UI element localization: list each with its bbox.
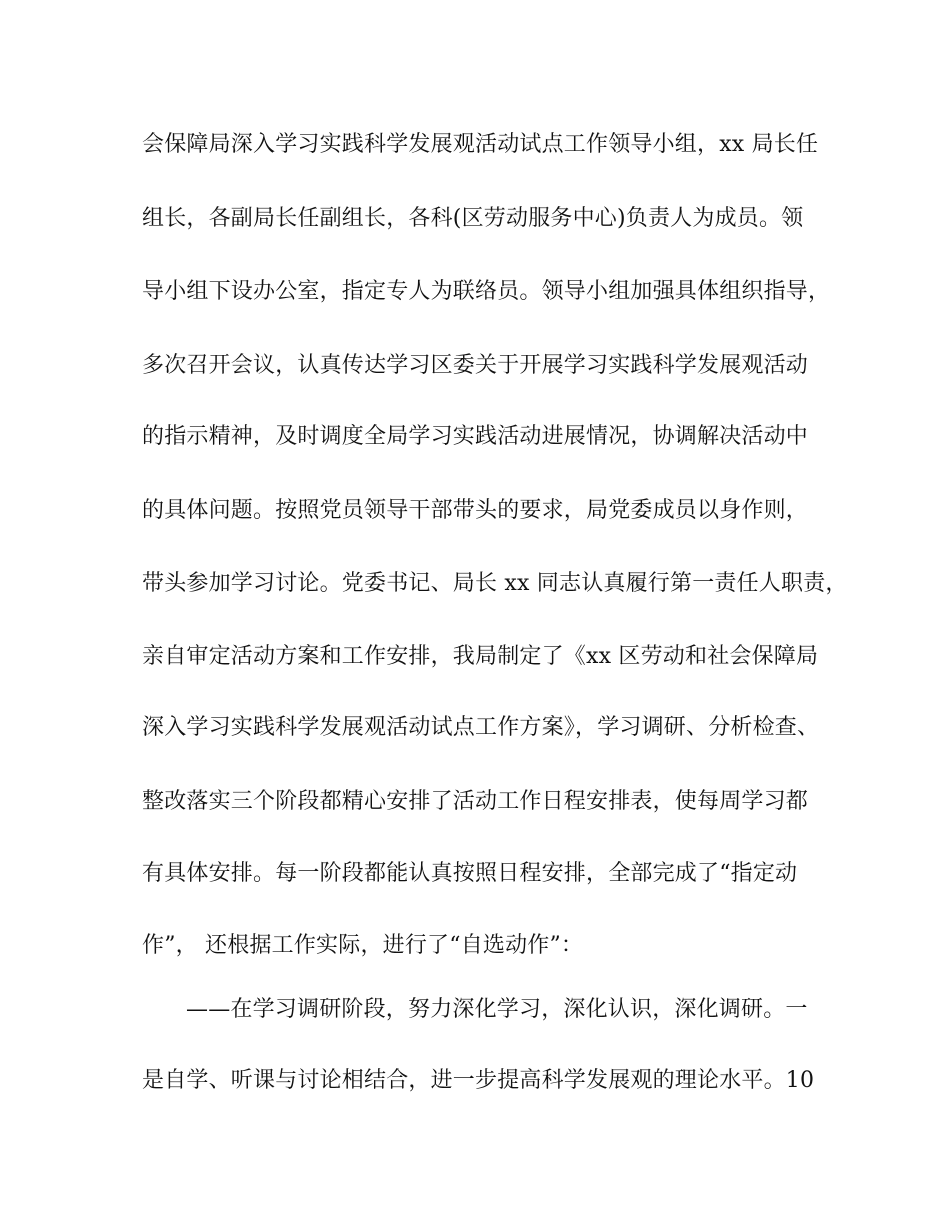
paragraph-line: 带头参加学习讨论。党委书记、局长 xx 同志认真履行第一责任人职责， <box>142 571 848 596</box>
paragraph-line: 的指示精神，及时调度全局学习实践活动进展情况，协调解决活动中 <box>142 424 809 449</box>
paragraph-line: 导小组下设办公室，指定专人为联络员。领导小组加强具体组织指导， <box>142 279 831 304</box>
paragraph-line: 的具体问题。按照党员领导干部带头的要求，局党委成员以身作则， <box>142 498 809 523</box>
paragraph-line: 亲自审定活动方案和工作安排，我局制定了《xx 区劳动和社会保障局 <box>142 644 819 669</box>
paragraph-line: 会保障局深入学习实践科学发展观活动试点工作领导小组，xx 局长任 <box>142 132 819 157</box>
paragraph-line: 整改落实三个阶段都精心安排了活动工作日程安排表，使每周学习都 <box>142 789 809 814</box>
paragraph-line: 多次召开会议，认真传达学习区委关于开展学习实践科学发展观活动 <box>142 353 809 378</box>
paragraph-line: 有具体安排。每一阶段都能认真按照日程安排，全部完成了“指定动 <box>142 861 798 886</box>
paragraph-line: 深入学习实践科学发展观活动试点工作方案》，学习调研、分析检查、 <box>142 715 820 740</box>
paragraph-line: ——在学习调研阶段，努力深化学习，深化认识，深化调研。一 <box>186 997 808 1022</box>
paragraph-line: 作”， 还根据工作实际，进行了“自选动作”： <box>142 933 584 958</box>
paragraph-line: 是自学、听课与讨论相结合，进一步提高科学发展观的理论水平。10 <box>142 1068 815 1093</box>
paragraph-line: 组长，各副局长任副组长，各科(区劳动服务中心)负责人为成员。领 <box>142 206 804 231</box>
